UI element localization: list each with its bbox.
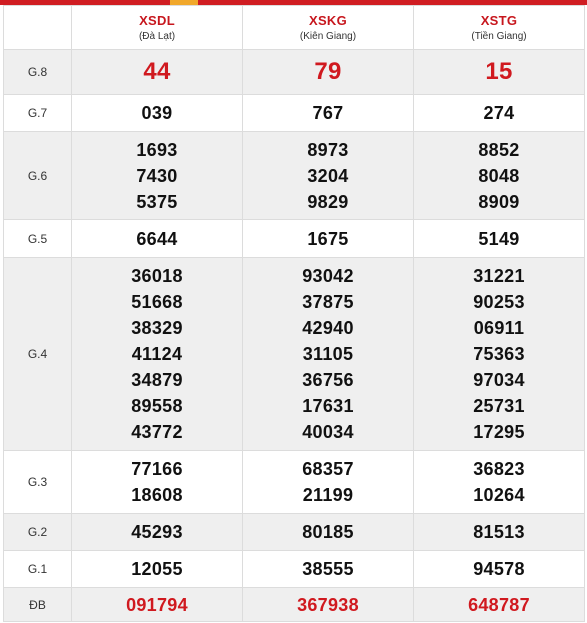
province-header-kiengiang[interactable] [243,6,414,50]
province-code[interactable]: XSTG [480,13,518,28]
prize-number: 8852 [478,139,520,160]
prize-number: 17295 [473,422,525,442]
prize-label: G.7 [4,95,72,132]
prize-number: 77166 [131,459,183,479]
prize-label: G.3 [4,451,72,514]
prize-cell [243,451,414,514]
prize-label: G.6 [4,132,72,220]
prize-label: G.8 [4,50,72,95]
prize-number: 94578 [473,559,525,579]
prize-number: 93042 [302,266,354,286]
prize-number: 039 [141,103,173,123]
prize-number: 38555 [302,559,354,579]
prize-row-special [4,588,585,622]
province-name: (Tiền Giang) [471,31,527,42]
prize-number: 75363 [473,344,525,364]
prize-number: 18608 [131,485,183,505]
prize-cell [414,50,585,95]
prize-number: 8909 [478,191,520,212]
prize-cell [72,514,243,551]
prize-cell [414,514,585,551]
prize-number: 8048 [478,165,520,186]
prize-cell [414,588,585,622]
province-name: (Đà Lạt) [138,31,176,42]
prize-number: 41124 [131,344,183,364]
prize-cell [414,95,585,132]
prize-cell [243,132,414,220]
prize-cell [243,95,414,132]
prize-cell [72,551,243,588]
prize-row-g1 [4,551,585,588]
prize-number: 274 [483,103,515,123]
prize-number: 97034 [473,370,525,390]
special-prize-number: 091794 [126,594,188,615]
prize-number: 80185 [302,522,354,542]
header-empty-cell [4,6,72,50]
prize-cell [72,220,243,258]
province-header-tiengiang[interactable] [414,6,585,50]
prize-label: ĐB [4,588,72,622]
prize-row-g6 [4,132,585,220]
province-name: (Kiên Giang) [299,31,357,42]
prize-label: G.4 [4,258,72,451]
prize-number: 1693 [136,139,178,160]
prize-number: 9829 [307,191,349,212]
prize-cell [72,50,243,95]
prize-label: G.5 [4,220,72,258]
prize-cell [72,588,243,622]
prize-cell [72,258,243,451]
prize-number: 37875 [302,292,354,312]
prize-number: 10264 [473,485,525,505]
prize-number: 36756 [302,370,354,390]
lottery-results-table [3,5,585,622]
prize-number: 44 [143,58,171,85]
prize-number: 42940 [302,318,354,338]
prize-number: 36018 [131,266,183,286]
prize-cell [414,451,585,514]
prize-number: 5149 [478,228,520,249]
special-prize-number: 367938 [297,594,359,615]
prize-cell [243,50,414,95]
prize-number: 6644 [136,228,178,249]
prize-cell [72,95,243,132]
prize-number: 68357 [302,459,354,479]
prize-cell [414,258,585,451]
prize-number: 5375 [136,191,178,212]
prize-number: 40034 [302,422,354,442]
prize-row-g4 [4,258,585,451]
header-row [4,6,585,50]
prize-number: 15 [485,58,513,85]
prize-number: 89558 [131,396,183,416]
prize-number: 17631 [302,396,354,416]
prize-number: 25731 [473,396,525,416]
prize-number: 79 [314,58,342,85]
prize-row-g5 [4,220,585,258]
prize-number: 51668 [131,292,183,312]
prize-number: 06911 [473,318,525,338]
prize-row-g2 [4,514,585,551]
prize-number: 7430 [136,165,178,186]
prize-number: 3204 [307,165,349,186]
prize-label: G.2 [4,514,72,551]
prize-number: 81513 [473,522,525,542]
prize-cell [414,551,585,588]
prize-number: 31221 [473,266,525,286]
prize-number: 1675 [307,228,349,249]
prize-row-g3 [4,451,585,514]
prize-cell [72,451,243,514]
special-prize-number: 648787 [468,594,530,615]
prize-cell [243,514,414,551]
prize-number: 34879 [131,370,183,390]
prize-number: 8973 [307,139,349,160]
prize-cell [243,258,414,451]
prize-row-g7 [4,95,585,132]
prize-row-g8 [4,50,585,95]
prize-number: 43772 [131,422,183,442]
province-code[interactable]: XSDL [139,13,175,28]
province-code[interactable]: XSKG [308,13,348,28]
prize-number: 45293 [131,522,183,542]
province-header-dalat[interactable] [72,6,243,50]
prize-number: 38329 [131,318,183,338]
prize-number: 12055 [131,559,183,579]
prize-label: G.1 [4,551,72,588]
prize-cell [414,132,585,220]
prize-cell [243,551,414,588]
prize-cell [414,220,585,258]
prize-cell [243,588,414,622]
prize-number: 90253 [473,292,525,312]
prize-number: 36823 [473,459,525,479]
prize-number: 31105 [302,344,354,364]
prize-cell [72,132,243,220]
prize-number: 767 [312,103,344,123]
prize-number: 21199 [302,485,354,505]
prize-cell [243,220,414,258]
